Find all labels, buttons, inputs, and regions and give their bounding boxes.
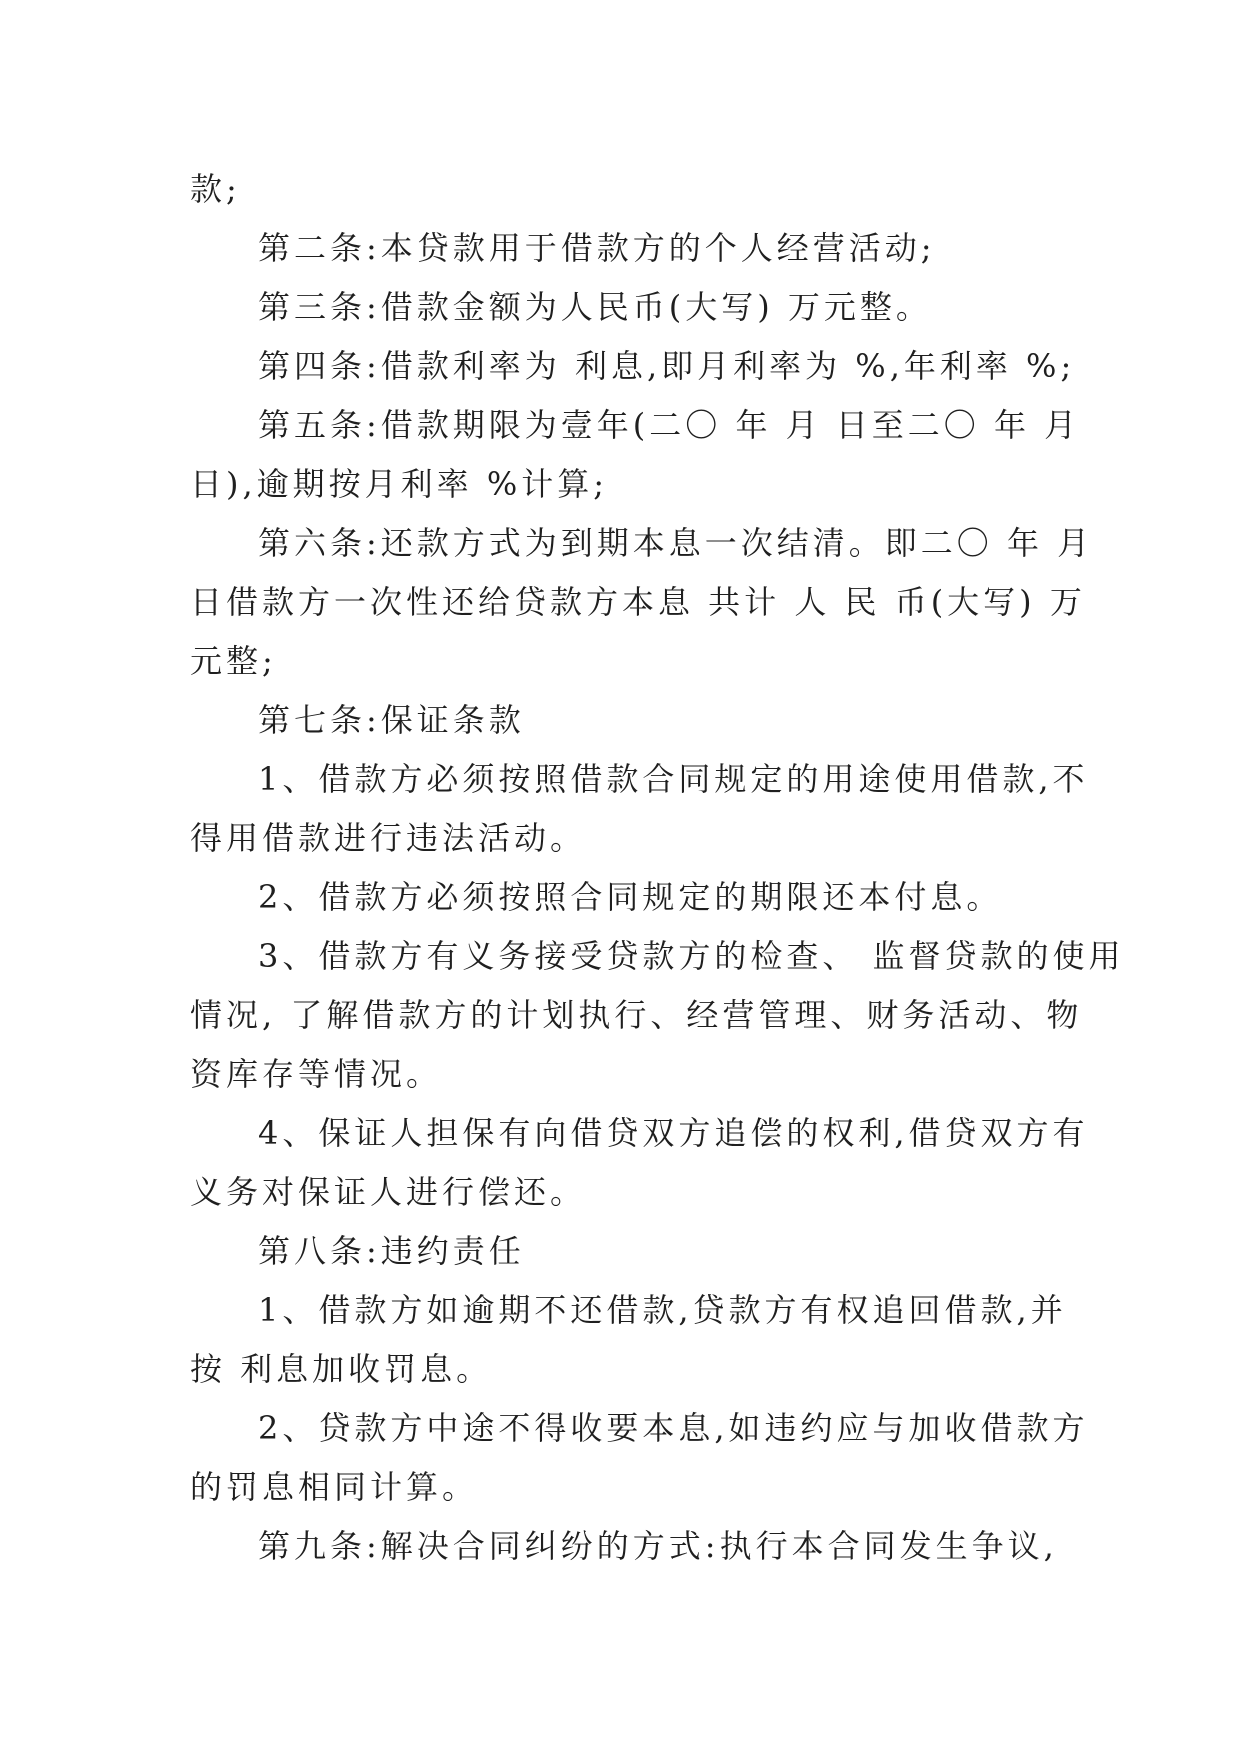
text-line: 3、借款方有义务接受贷款方的检查、 监督贷款的使用 — [258, 937, 1125, 975]
text-line: 得用借款进行违法活动。 — [190, 819, 587, 857]
text-line: 第九条:解决合同纠纷的方式:执行本合同发生争议, — [258, 1527, 1058, 1565]
text-line: 第八条:违约责任 — [258, 1232, 525, 1270]
text-line: 2、借款方必须按照合同规定的期限还本付息。 — [258, 878, 1003, 916]
text-line: 的罚息相同计算。 — [190, 1468, 479, 1506]
text-line: 第二条:本贷款用于借款方的个人经营活动; — [258, 229, 936, 267]
text-line: 第五条:借款期限为壹年(二〇 年 月 日至二〇 年 月 — [258, 406, 1081, 444]
text-line: 义务对保证人进行偿还。 — [190, 1173, 587, 1211]
text-line: 按 利息加收罚息。 — [190, 1350, 493, 1388]
text-line: 款; — [190, 170, 241, 208]
text-line: 资库存等情况。 — [190, 1055, 443, 1093]
text-line: 第三条:借款金额为人民币(大写) 万元整。 — [258, 288, 932, 326]
text-line: 第七条:保证条款 — [258, 701, 525, 739]
text-line: 第四条:借款利率为 利息,即月利率为 %,年利率 %; — [258, 347, 1076, 385]
text-line: 2、贷款方中途不得收要本息,如违约应与加收借款方 — [258, 1409, 1089, 1447]
text-line: 元整; — [190, 642, 277, 680]
text-line: 第六条:还款方式为到期本息一次结清。即二〇 年 月 — [258, 524, 1094, 562]
text-line: 日),逾期按月利率 %计算; — [190, 465, 609, 503]
contract-body — [190, 160, 1125, 1576]
text-line: 4、保证人担保有向借贷双方追偿的权利,借贷双方有 — [258, 1114, 1089, 1152]
text-line: 日借款方一次性还给贷款方本息 共计 人 民 币(大写) 万 — [190, 583, 1086, 621]
text-line: 情况, 了解借款方的计划执行、经营管理、财务活动、物 — [190, 996, 1083, 1034]
text-line: 1、借款方必须按照借款合同规定的用途使用借款,不 — [258, 760, 1089, 798]
text-line: 1、借款方如逾期不还借款,贷款方有权追回借款,并 — [258, 1291, 1067, 1329]
